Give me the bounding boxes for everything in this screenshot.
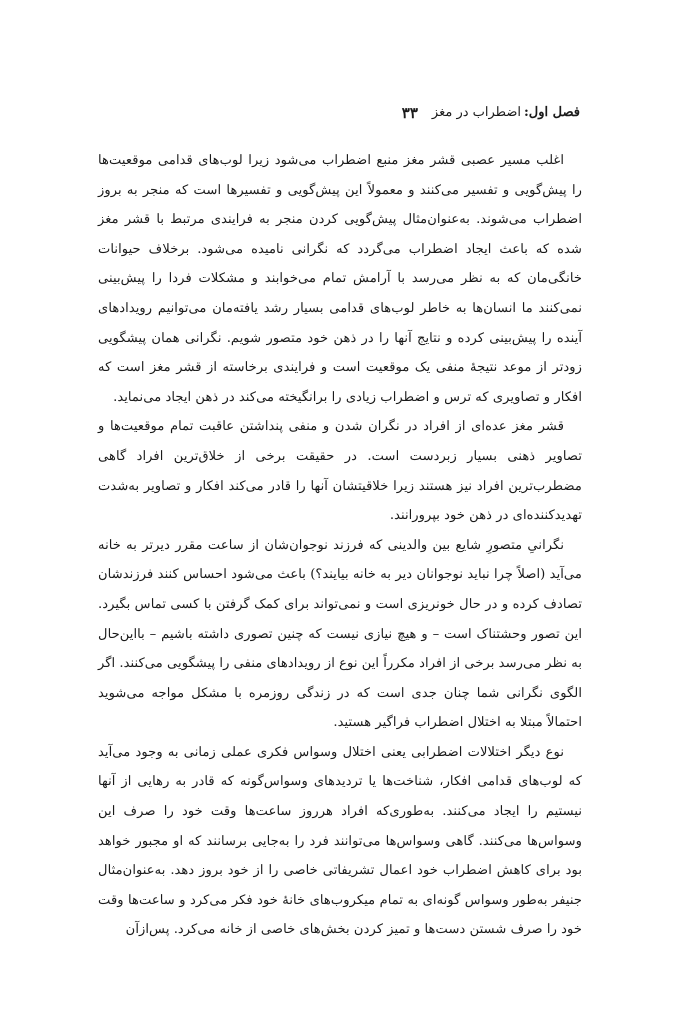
body-text <box>98 146 582 945</box>
paragraph: قشر مغز عده‌ای از افراد در نگران شدن و منفی پنداشتن عاقبت تمام موقعیت‌ها و تصاویر ذهنی بسیار زبردست است. در حقیقت برخی از خلاق‌ترین افراد گاهی مضطرب‌ترین افراد نیز هستند زیرا خلاقیتشان آنها را قادر می‌کند افکار و تصاویر به‌شدت تهدیدکننده‌ای در ذهن خود بپرورانند. <box>98 419 582 524</box>
running-header <box>110 100 580 126</box>
chapter-title: اضطراب در مغز <box>431 105 521 120</box>
page-number: ۳۳ <box>401 104 418 122</box>
paragraph: اغلب مسیر عصبی قشر مغز منبع اضطراب می‌شود زیرا لوب‌های قدامی موقعیت‌ها را پیش‌گویی و تفسیر می‌کنند و معمولاً این پیش‌گویی و تفسیرها است که منجر به بروز اضطراب می‌شوند. به‌عنوان‌مثال پیش‌گویی کردن منجر به فرایندی مرتبط با قشر مغز شده که باعث ایجاد اضطراب می‌گردد که نگرانی نامیده می‌شود. برخلاف حیوانات خانگی‌مان که به نظر می‌رسد با آرامش تمام می‌خوابند و مشکلات فردا را پیش‌بینی نمی‌کنند ما انسان‌ها به خاطر لوب‌های قدامی بسیار رشد یافته‌مان می‌توانیم رویدادهای آینده را پیش‌بینی کرده و نتایج آنها را در ذهن خود متصور شویم. نگرانی همان پیشگویی زودتر از موعد نتیجهٔ منفی یک موقعیت است و فرایندی برخاسته از قشر مغز است که افکار و تصاویری که ترس و اضطراب زیادی را برانگیخته می‌کند در ذهن ایجاد می‌نماید. <box>98 153 582 405</box>
paragraph: نگرانیِ متصورِ شایع بین والدینی که فرزند نوجوان‌شان از ساعت مقرر دیرتر به خانه می‌آید (اصلاً چرا نباید نوجوانان دیر به خانه بیایند؟) باعث می‌شود احساس کنند فرزندشان تصادف کرده و در حال خونریزی است و نمی‌تواند برای کمک گرفتن با کسی تماس بگیرد. این تصور وحشتناک است – و هیچ نیازی نیست که چنین تصوری داشته باشیم – بااین‌حال به نظر می‌رسد برخی از افراد مکرراً این نوع از رویدادهای منفی را پیشگویی می‌کنند. اگر الگوی نگرانی شما چنان جدی است که در زندگی روزمره با مشکل مواجه می‌شوید احتمالاً مبتلا به اختلال اضطراب فراگیر هستید. <box>98 537 582 731</box>
chapter-label: فصل اول: <box>524 105 580 120</box>
paragraph: نوع دیگر اختلالات اضطرابی یعنی اختلال وسواس فکری عملی زمانی به وجود می‌آید که لوب‌های قدامی افکار، شناخت‌ها یا تردیدهای وسواس‌گونه که قادر به رهایی از آنها نیستیم را ایجاد می‌کنند. به‌طوری‌که افراد هرروز ساعت‌ها وقت خود را صرف این وسواس‌ها می‌کنند. گاهی وسواس‌ها می‌توانند فرد را به‌جایی برسانند که او مجبور خواهد بود برای کاهش اضطراب خود اعمال تشریفاتی خاصی را از خود بروز دهد. به‌عنوان‌مثال جنیفر به‌طور وسواس گونه‌ای به تمام میکروب‌های خانهٔ خود فکر می‌کرد و ساعت‌ها وقت خود را صرف شستن دست‌ها و تمیز کردن بخش‌های خاصی از خانه می‌کرد. پس‌ازآن <box>98 744 582 938</box>
